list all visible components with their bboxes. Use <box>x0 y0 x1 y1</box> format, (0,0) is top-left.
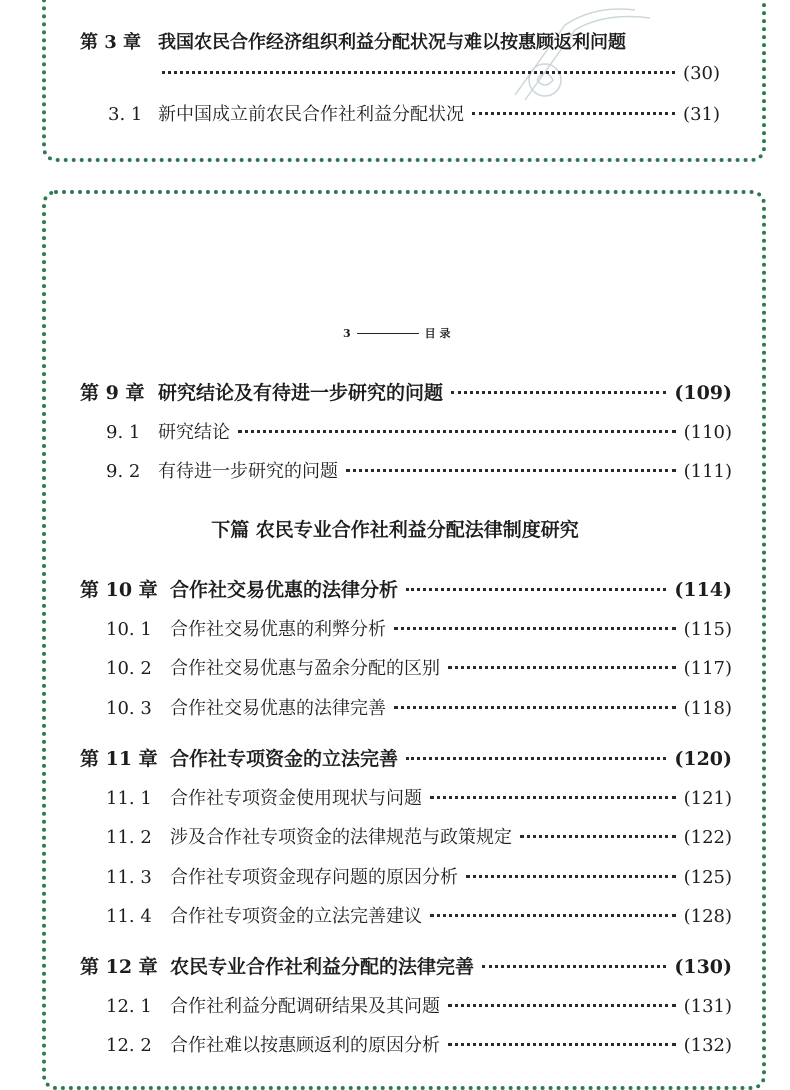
toc-entry-11-2[interactable] <box>106 823 732 849</box>
part-title: 下篇 农民专业合作社利益分配法律制度研究 <box>211 519 579 541</box>
chapter-number: 第 9 章 <box>80 382 145 404</box>
toc-entry-10-1[interactable] <box>106 615 732 641</box>
dot-leader <box>394 706 676 709</box>
page-number: (125) <box>683 867 732 888</box>
chapter-number: 第 12 章 <box>80 956 158 978</box>
toc-entry-chapter-3[interactable] <box>80 28 626 54</box>
toc-entry-9-1[interactable] <box>106 418 732 444</box>
dot-leader <box>238 430 676 433</box>
toc-entry-3-1[interactable] <box>108 100 720 126</box>
section-title: 涉及合作社专项资金的法律规范与政策规定 <box>170 827 512 848</box>
chapter-number: 第 3 章 <box>80 32 142 53</box>
toc-entry-12-1[interactable] <box>106 992 732 1018</box>
section-number: 9. 1 <box>106 422 141 443</box>
dot-leader <box>430 796 676 799</box>
toc-entry-10-3[interactable] <box>106 694 732 720</box>
toc-entry-11-1[interactable] <box>106 784 732 810</box>
section-title: 合作社交易优惠的利弊分析 <box>170 619 386 640</box>
header-rule <box>357 333 419 334</box>
dot-leader <box>448 666 676 669</box>
toc-entry-chapter-11[interactable] <box>80 744 732 771</box>
section-number: 3. 1 <box>108 104 143 125</box>
page-number: (131) <box>683 996 732 1017</box>
section-title: 合作社交易优惠的法律完善 <box>170 698 386 719</box>
dot-leader <box>346 469 676 472</box>
toc-entry-chapter-3-page-line <box>162 63 720 84</box>
section-number: 9. 2 <box>106 461 141 482</box>
section-number: 11. 1 <box>106 788 152 809</box>
page-number: (30) <box>683 63 720 84</box>
section-title: 合作社利益分配调研结果及其问题 <box>170 996 440 1017</box>
toc-entry-10-2[interactable] <box>106 654 732 680</box>
toc-entry-chapter-9[interactable] <box>80 378 732 405</box>
page-number: (132) <box>683 1035 732 1056</box>
dot-leader <box>466 875 676 878</box>
dot-leader <box>430 914 676 917</box>
chapter-number: 第 10 章 <box>80 579 158 601</box>
page-number: (110) <box>683 422 732 443</box>
section-number: 11. 3 <box>106 867 152 888</box>
dot-leader <box>406 757 666 760</box>
chapter-title: 合作社专项资金的立法完善 <box>170 748 399 770</box>
dot-leader <box>472 112 675 115</box>
dot-leader <box>448 1004 676 1007</box>
page-number: (117) <box>683 658 732 679</box>
dot-leader <box>162 71 675 74</box>
section-number: 10. 1 <box>106 619 152 640</box>
page-number: (121) <box>683 788 732 809</box>
chapter-title: 合作社交易优惠的法律分析 <box>170 579 399 601</box>
page-number: (130) <box>674 956 732 978</box>
section-title: 合作社专项资金的立法完善建议 <box>170 906 422 927</box>
section-title: 研究结论 <box>158 422 230 443</box>
section-title: 新中国成立前农民合作社利益分配状况 <box>158 104 464 125</box>
page-number: (120) <box>674 748 732 770</box>
toc-entry-11-3[interactable] <box>106 863 732 889</box>
page-number: (122) <box>683 827 732 848</box>
dot-leader <box>448 1043 676 1046</box>
toc-entry-9-2[interactable] <box>106 457 732 483</box>
page-number: (115) <box>683 619 732 640</box>
section-number: 10. 2 <box>106 658 152 679</box>
chapter-title: 研究结论及有待进一步研究的问题 <box>158 382 444 404</box>
chapter-number: 第 11 章 <box>80 748 158 770</box>
toc-entry-chapter-10[interactable] <box>80 575 732 602</box>
header-page-number: 3 <box>343 326 351 340</box>
header-label: 目 录 <box>424 327 451 340</box>
page-number: (128) <box>683 906 732 927</box>
chapter-title: 我国农民合作经济组织利益分配状况与难以按惠顾返利问题 <box>158 32 626 53</box>
section-title: 合作社难以按惠顾返利的原因分析 <box>170 1035 440 1056</box>
dot-leader <box>406 588 666 591</box>
dot-leader <box>394 627 676 630</box>
section-number: 10. 3 <box>106 698 152 719</box>
toc-entry-12-2[interactable] <box>106 1031 732 1057</box>
section-number: 12. 1 <box>106 996 152 1017</box>
page-number: (109) <box>674 382 732 404</box>
section-number: 12. 2 <box>106 1035 152 1056</box>
section-title: 有待进一步研究的问题 <box>158 461 338 482</box>
chapter-title: 农民专业合作社利益分配的法律完善 <box>170 956 475 978</box>
running-header <box>343 325 451 341</box>
page-number: (114) <box>674 579 732 601</box>
section-title: 合作社专项资金使用现状与问题 <box>170 788 422 809</box>
section-number: 11. 2 <box>106 827 152 848</box>
section-number: 11. 4 <box>106 906 152 927</box>
section-title: 合作社交易优惠与盈余分配的区别 <box>170 658 440 679</box>
toc-entry-chapter-12[interactable] <box>80 952 732 979</box>
dot-leader <box>451 391 666 394</box>
page-number: (118) <box>683 698 732 719</box>
dot-leader <box>520 835 676 838</box>
section-title: 合作社专项资金现存问题的原因分析 <box>170 867 458 888</box>
page-number: (31) <box>683 104 720 125</box>
page-number: (111) <box>683 461 732 482</box>
toc-entry-11-4[interactable] <box>106 902 732 928</box>
dot-leader <box>482 965 666 968</box>
